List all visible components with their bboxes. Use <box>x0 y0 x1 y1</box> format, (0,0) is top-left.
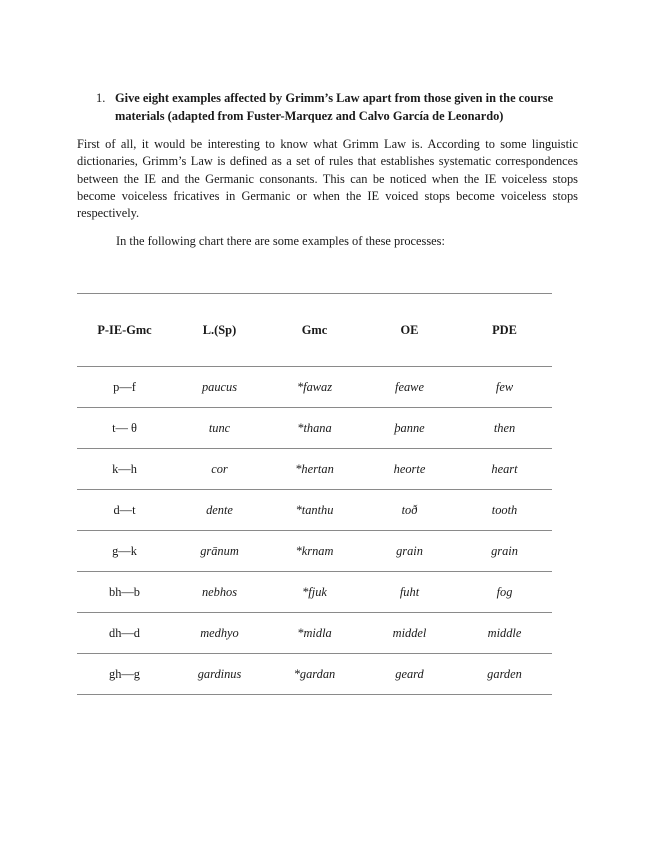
latin-word: paucus <box>201 379 238 394</box>
question-text: Give eight examples affected by Grimm’s Law apart from those given in the course materials (adapted from Fuster-Marquez and Calvo García de Leonardo) <box>115 91 554 123</box>
sound-change: bh—b <box>109 584 140 599</box>
latin-word: nebhos <box>201 584 238 599</box>
modern-english-word: heart <box>491 461 518 476</box>
latin-word: tunc <box>208 420 231 435</box>
header-oe: OE <box>400 322 419 337</box>
table-row <box>77 408 552 449</box>
latin-word: cor <box>211 461 228 476</box>
modern-english-word: few <box>495 379 514 394</box>
table-row <box>77 654 552 695</box>
header-latin-spanish: L.(Sp) <box>202 322 237 337</box>
old-english-word: grain <box>396 543 423 558</box>
old-english-word: fuht <box>399 584 420 599</box>
germanic-word: *krnam <box>295 543 334 558</box>
modern-english-word: garden <box>487 666 522 681</box>
germanic-word: *fjuk <box>302 584 327 599</box>
table-row <box>77 449 552 490</box>
table-row <box>77 367 552 408</box>
header-gmc: Gmc <box>301 322 328 337</box>
header-pde: PDE <box>492 322 517 337</box>
table-header-row <box>77 294 552 367</box>
germanic-word: *hertan <box>295 461 334 476</box>
table-row <box>77 531 552 572</box>
body-paragraph: First of all, it would be interesting to know what Grimm Law is. According to some linguistic dictionaries, Grimm’s Law is defined as a set of rules that establishes systematic correspondences between the IE and the Germanic consonants. This can be noticed when the IE voiceless stops become voiceless fricatives in Germanic or when the IE voiced stops become voiceless stops respectively. <box>77 137 578 221</box>
old-english-word: feawe <box>395 379 424 394</box>
germanic-word: *tanthu <box>295 502 334 517</box>
modern-english-word: then <box>493 420 516 435</box>
sound-change: p—f <box>113 379 136 394</box>
germanic-word: *midla <box>297 625 332 640</box>
old-english-word: middel <box>392 625 427 640</box>
latin-word: dente <box>206 502 233 517</box>
old-english-word: þanne <box>394 420 425 435</box>
modern-english-word: middle <box>487 625 522 640</box>
latin-word: medhyo <box>200 625 239 640</box>
grimms-law-table <box>77 293 552 695</box>
table-row <box>77 490 552 531</box>
sound-change: dh—d <box>109 625 140 640</box>
old-english-word: toð <box>401 502 418 517</box>
sound-change: g—k <box>112 543 137 558</box>
modern-english-word: grain <box>491 543 518 558</box>
old-english-word: geard <box>395 666 424 681</box>
header-pie-gmc: P-IE-Gmc <box>97 322 152 337</box>
latin-word: grānum <box>200 543 239 558</box>
old-english-word: heorte <box>393 461 426 476</box>
sound-change: t— θ <box>112 420 137 435</box>
latin-word: gardinus <box>197 666 242 681</box>
sound-change: k—h <box>112 461 137 476</box>
germanic-word: *thana <box>297 420 332 435</box>
sound-change: d—t <box>113 502 136 517</box>
question-number: 1. <box>96 91 106 105</box>
germanic-word: *fawaz <box>296 379 333 394</box>
table-row <box>77 572 552 613</box>
chart-intro: In the following chart there are some examples of these processes: <box>116 234 445 248</box>
sound-change: gh—g <box>109 666 140 681</box>
modern-english-word: fog <box>496 584 513 599</box>
modern-english-word: tooth <box>491 502 518 517</box>
germanic-word: *gardan <box>293 666 336 681</box>
question-item <box>96 89 582 125</box>
table-row <box>77 613 552 654</box>
